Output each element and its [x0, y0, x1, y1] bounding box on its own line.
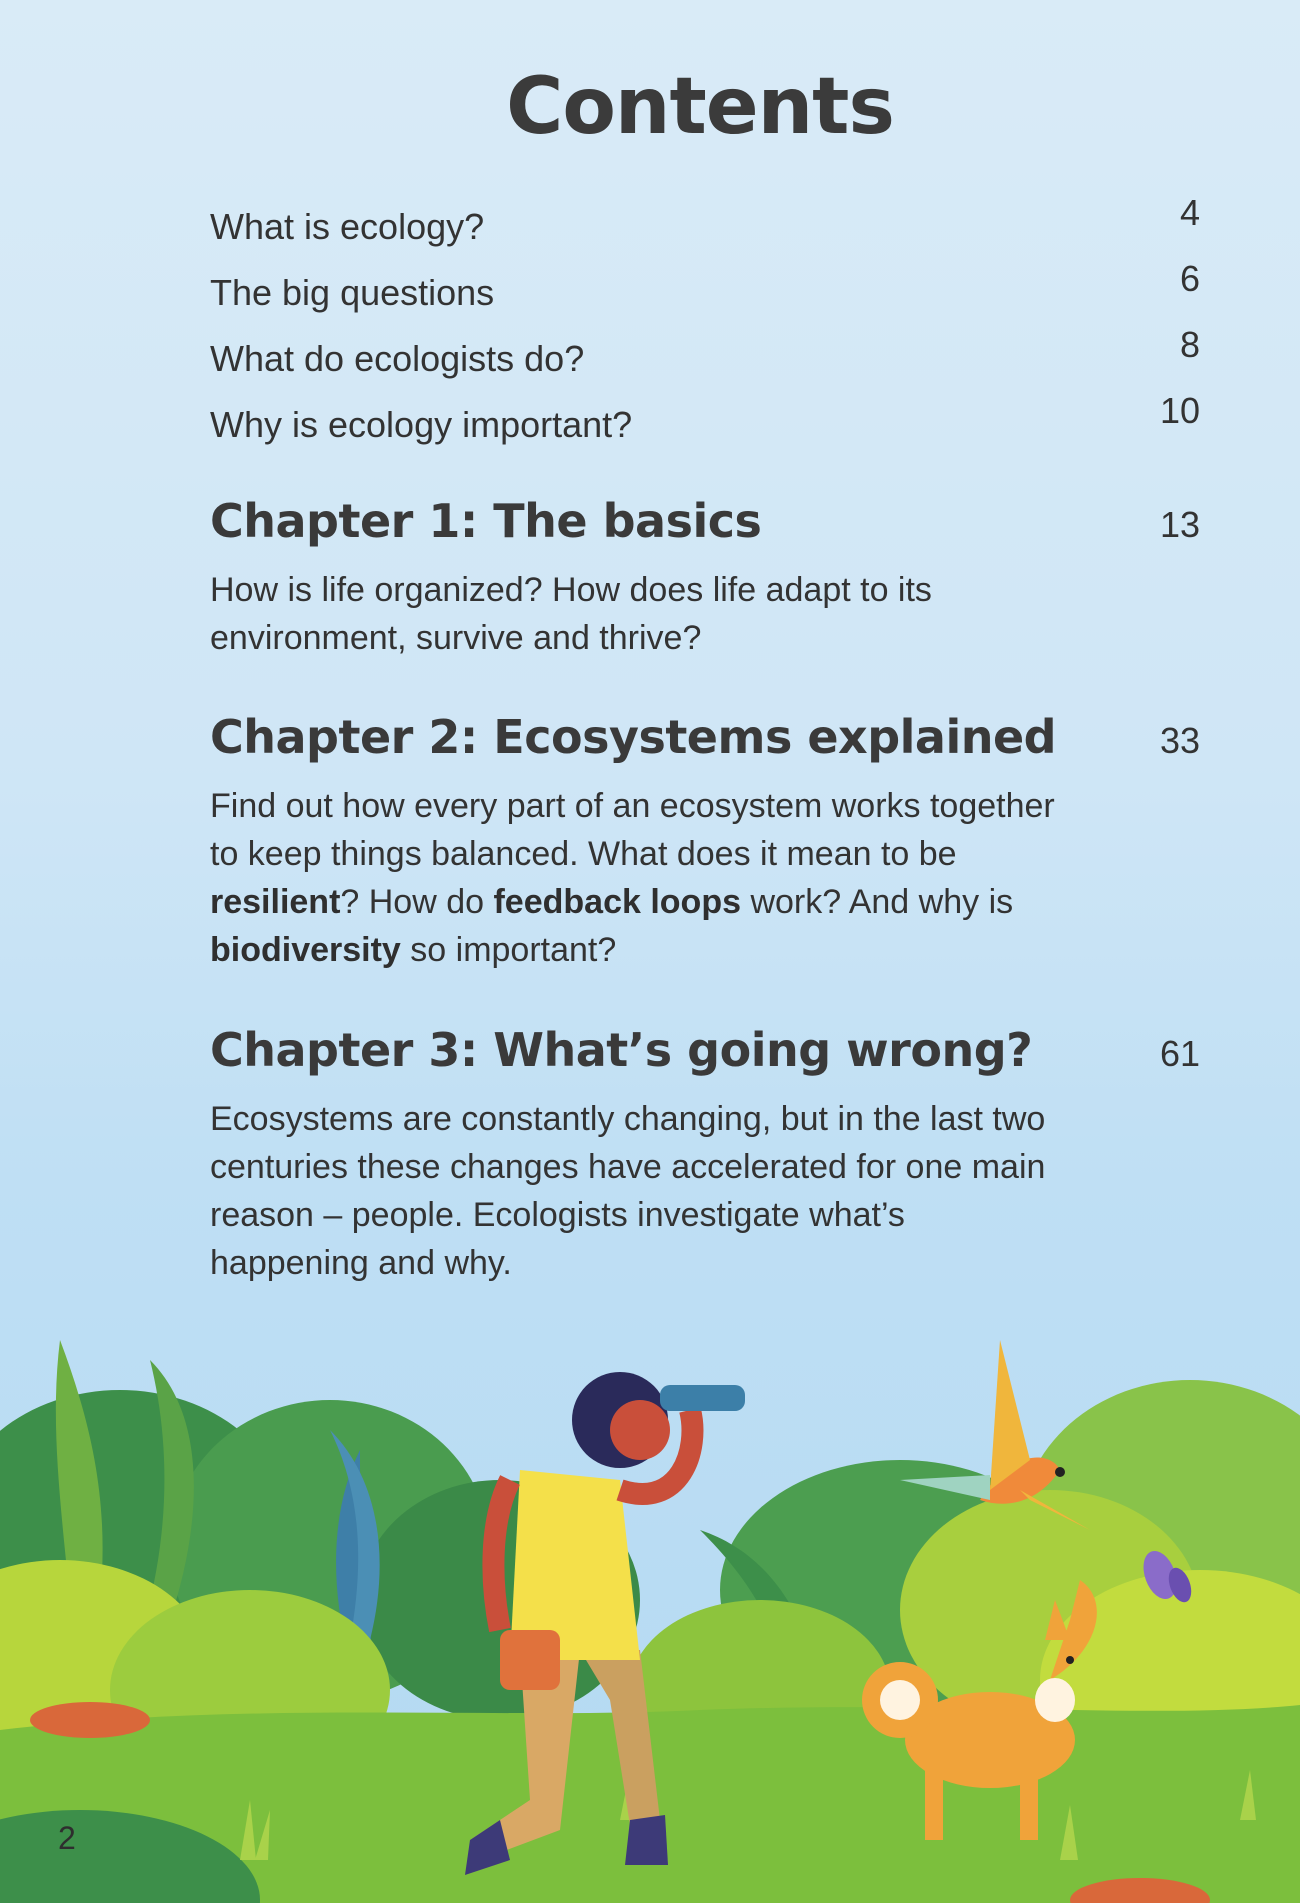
desc-text: Find out how every part of an ecosystem works together to keep things balanced. What does it mean to be	[210, 787, 1055, 873]
chapter-2-entry[interactable]	[210, 710, 1200, 974]
intro-list	[210, 192, 1200, 456]
toc-entry-label: The big questions	[210, 272, 495, 313]
toc-entry-page: 4	[1179, 192, 1200, 233]
desc-text: work? And why is	[741, 883, 1014, 921]
toc-entry-page: 10	[1159, 390, 1200, 431]
toc-entry-label: Why is ecology important?	[210, 404, 633, 445]
chapter-description: Ecosystems are constantly changing, but in the last two centuries these changes have accelerated for one main reason – people. Ecologists investigate what’s happening and why.	[210, 1100, 1046, 1282]
ecology-illustration	[0, 1300, 1300, 1903]
rock-left	[30, 1702, 150, 1738]
chapter-heading-row	[210, 494, 1200, 548]
chapter-1-entry[interactable]	[210, 494, 1200, 662]
chapter-3-entry[interactable]	[210, 1023, 1200, 1287]
chapter-heading-row	[210, 1023, 1200, 1077]
toc-entry[interactable]	[210, 390, 1200, 456]
chapter-title: Chapter 1: The basics	[210, 494, 762, 548]
chapter-description: How is life organized? How does life adapt to its environment, survive and thrive?	[210, 571, 932, 657]
chapter-title: Chapter 3: What’s going wrong?	[210, 1023, 1033, 1077]
page-title-wrap	[0, 62, 1300, 152]
desc-text: so important?	[400, 931, 617, 969]
toc-entry-page: 8	[1179, 324, 1200, 365]
toc-entry-page: 6	[1179, 258, 1200, 299]
chapter-heading-row	[210, 710, 1200, 764]
keyword-feedback-loops: feedback loops	[493, 883, 741, 921]
chapter-page: 13	[1159, 504, 1200, 545]
toc-entry[interactable]	[210, 192, 1200, 258]
toc-entry-label: What is ecology?	[210, 206, 485, 247]
desc-text: ? How do	[340, 883, 494, 921]
chapter-description	[210, 782, 1060, 974]
toc-entry-label: What do ecologists do?	[210, 338, 585, 379]
keyword-biodiversity: biodiversity	[210, 931, 401, 969]
toc-entry[interactable]	[210, 324, 1200, 390]
chapter-title: Chapter 2: Ecosystems explained	[210, 710, 1057, 764]
page-title: Contents	[506, 62, 894, 152]
chapter-page: 61	[1159, 1033, 1200, 1074]
keyword-resilient: resilient	[210, 883, 341, 921]
chapter-page: 33	[1159, 720, 1200, 761]
toc-entry[interactable]	[210, 258, 1200, 324]
page-number: 2	[58, 1820, 76, 1856]
